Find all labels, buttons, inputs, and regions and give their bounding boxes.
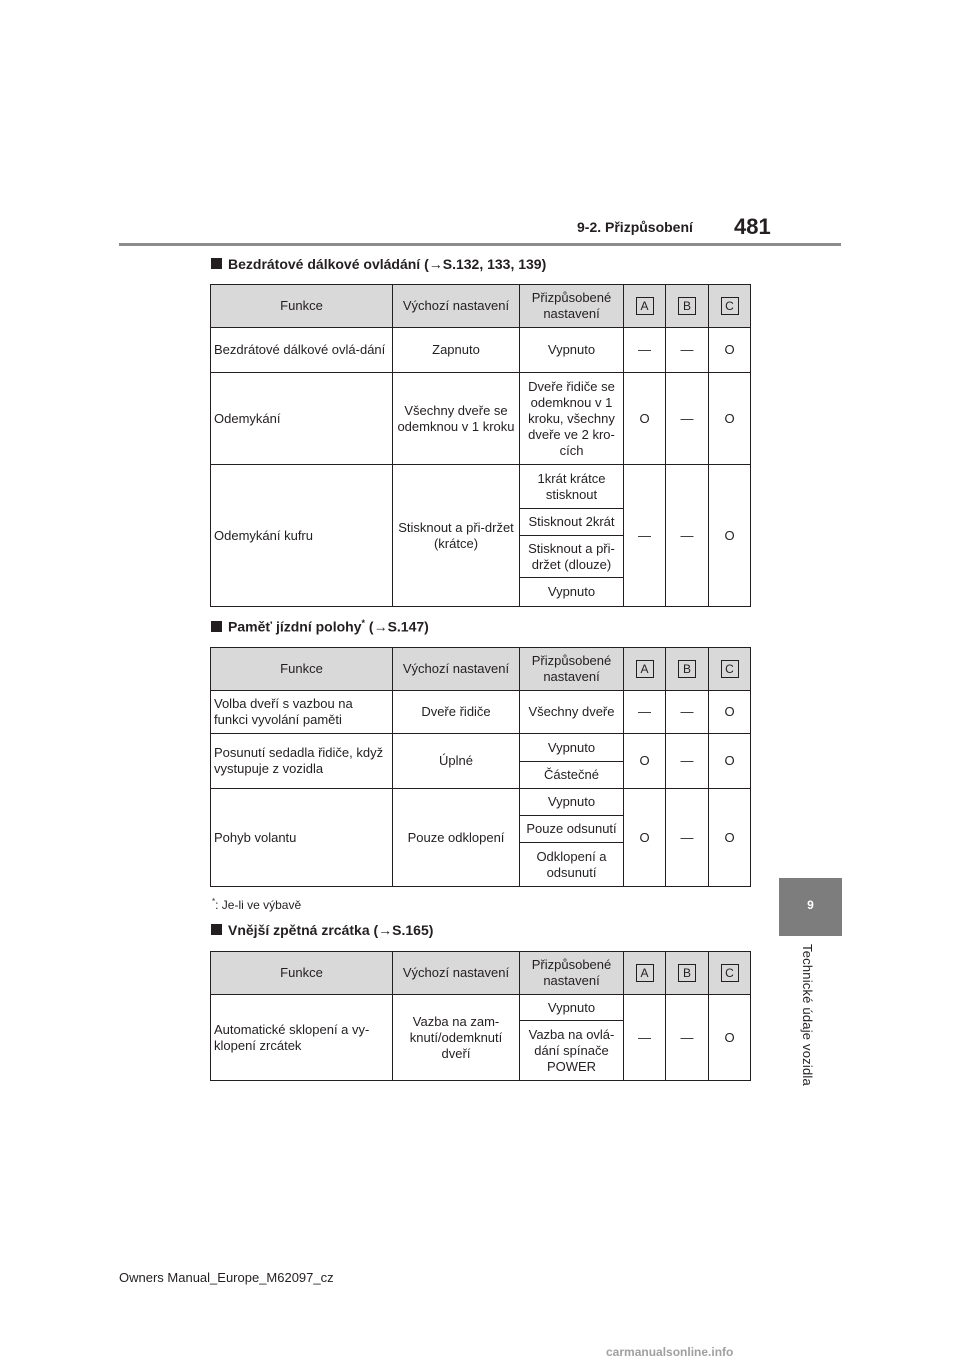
table-subrow: Stisknout 2krát <box>211 509 751 536</box>
col-c: C <box>709 648 751 691</box>
bullet-square-icon <box>211 258 222 269</box>
table-subrow: Vypnuto <box>211 578 751 607</box>
col-default: Výchozí nastavení <box>393 285 520 328</box>
col-b: B <box>666 648 709 691</box>
col-a: A <box>624 952 666 995</box>
table-subrow: Pouze odsunutí <box>211 816 751 843</box>
table-row: Bezdrátové dálkové ovlá-dání Zapnuto Vypnuto — — O <box>211 328 751 373</box>
footnote: *: Je-li ve výbavě <box>212 897 302 912</box>
bullet-square-icon <box>211 924 222 935</box>
bullet-square-icon <box>211 621 222 632</box>
table-header-row <box>211 285 751 328</box>
col-custom: Přizpůsobené nastavení <box>520 648 624 691</box>
table-mirrors <box>210 951 751 1081</box>
table-row: Volba dveří s vazbou na funkci vyvolání paměti Dveře řidiče Všechny dveře — — O <box>211 691 751 734</box>
table-subrow: Částečné <box>211 762 751 789</box>
col-custom: Přizpůsobené nastavení <box>520 952 624 995</box>
table-header-row <box>211 648 751 691</box>
table-row: Odemykání Všechny dveře se odemknou v 1 kroku Dveře řidiče se odemknou v 1 kroku, všechny dveře ve 2 kro-cích O — O <box>211 373 751 465</box>
col-default: Výchozí nastavení <box>393 648 520 691</box>
page-number: 481 <box>734 214 771 239</box>
table-row: Automatické sklopení a vy-klopení zrcátek Vazba na zam-knutí/odemknutí dveří Vypnuto — — O <box>211 995 751 1021</box>
chapter-label: Technické údaje vozidla <box>800 944 815 1086</box>
col-default: Výchozí nastavení <box>393 952 520 995</box>
col-a: A <box>624 648 666 691</box>
col-custom: Přizpůsobené nastavení <box>520 285 624 328</box>
table-subrow: Stisknout a při-držet (dlouze) <box>211 536 751 578</box>
col-func: Funkce <box>211 285 393 328</box>
table-row: Pohyb volantu Pouze odklopení Vypnuto O — O <box>211 789 751 816</box>
section-title-remote: Bezdrátové dálkové ovládání (→S.132, 133, 139) <box>211 256 546 272</box>
footer-manual-id: Owners Manual_Europe_M62097_cz <box>119 1270 334 1285</box>
col-c: C <box>709 285 751 328</box>
section-title-mirrors: Vnější zpětná zrcátka (→S.165) <box>211 922 433 938</box>
col-a: A <box>624 285 666 328</box>
col-func: Funkce <box>211 952 393 995</box>
col-b: B <box>666 285 709 328</box>
header-divider <box>119 243 841 246</box>
table-row: Odemykání kufru Stisknout a při-držet (krátce) 1krát krátce stisknout — — O <box>211 465 751 509</box>
col-b: B <box>666 952 709 995</box>
watermark[interactable]: carmanualsonline.info <box>606 1345 734 1359</box>
table-memory <box>210 647 751 887</box>
section-title-memory: Paměť jízdní polohy* (→S.147) <box>211 618 429 635</box>
col-func: Funkce <box>211 648 393 691</box>
table-remote <box>210 284 751 607</box>
table-subrow: Vazba na ovlá-dání spínače POWER <box>211 1021 751 1081</box>
chapter-number: 9 <box>807 898 814 912</box>
section-header: 9-2. Přizpůsobení <box>577 219 693 235</box>
table-header-row <box>211 952 751 995</box>
table-row: Posunutí sedadla řidiče, když vystupuje z vozidla Úplné Vypnuto O — O <box>211 734 751 762</box>
table-subrow: Odklopení a odsunutí <box>211 843 751 887</box>
chapter-tab[interactable] <box>779 878 842 936</box>
col-c: C <box>709 952 751 995</box>
